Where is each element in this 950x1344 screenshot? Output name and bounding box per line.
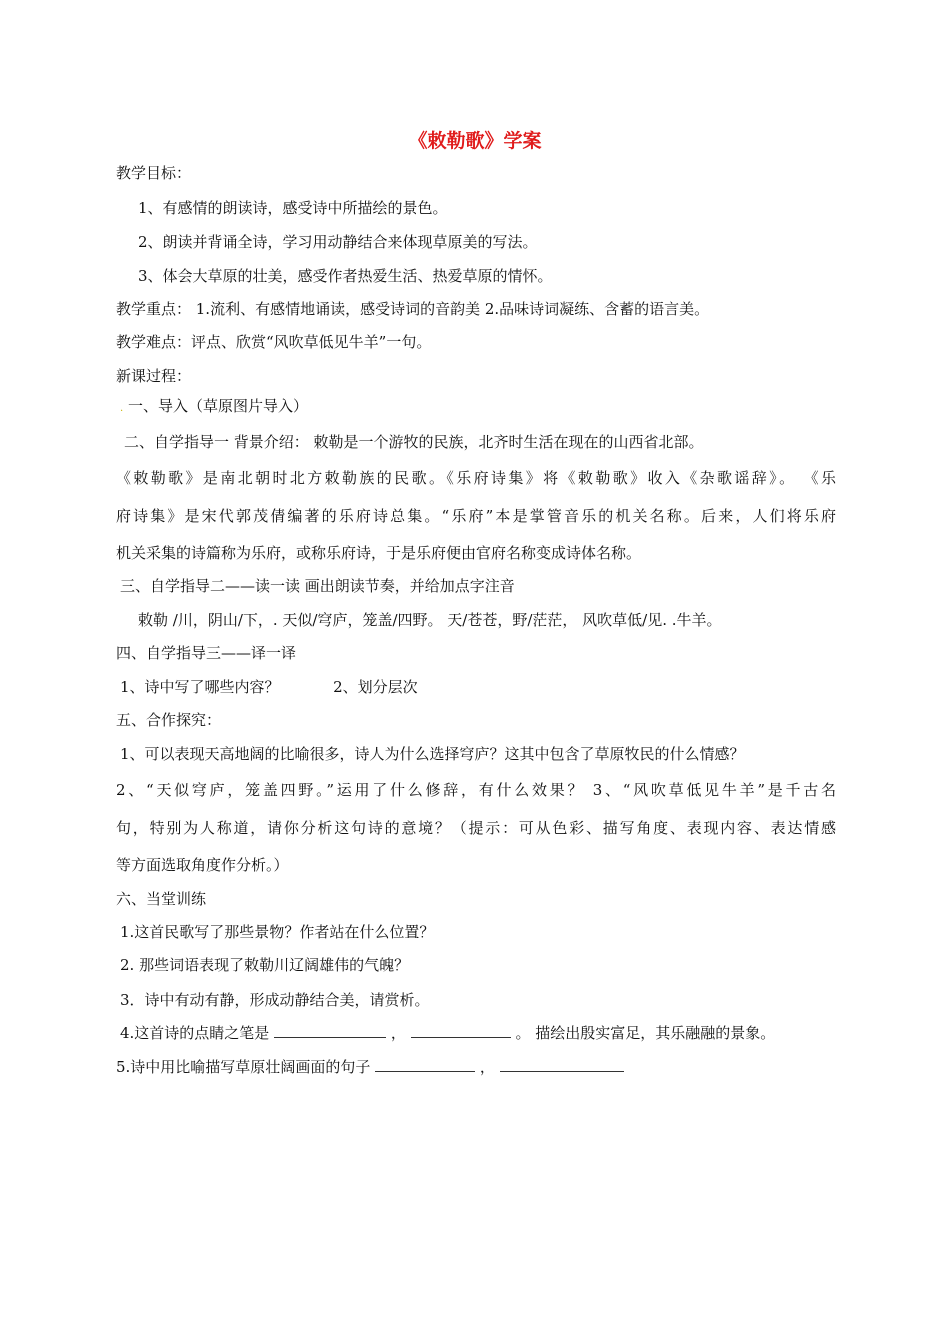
emphasis-dot: .	[120, 403, 124, 414]
section5-heading: 五、合作探究：	[116, 711, 222, 729]
section4-heading: 四、自学指导三——译一译	[116, 644, 297, 662]
section6-q1: 1.这首民歌写了那些景物？作者站在什么位置？	[120, 923, 435, 941]
section2-line2: 《敕勒歌》是南北朝时北方敕勒族的民歌。《乐府诗集》将《敕勒歌》收入《杂歌谣辞》。 《乐	[116, 469, 836, 487]
document-title: 《敕勒歌》学案	[408, 130, 542, 152]
q4-blank-1[interactable]	[274, 1023, 386, 1038]
section5-line4: 等方面选取角度作分析。）	[116, 856, 289, 874]
q5-blank-1[interactable]	[375, 1057, 475, 1072]
goal-item-3: 3、体会大草原的壮美，感受作者热爱生活、热爱草原的情怀。	[138, 267, 553, 285]
section5-line1: 1、可以表现天高地阔的比喻很多，诗人为什么选择穹庐？这其中包含了草原牧民的什么情感？	[120, 745, 745, 763]
goal-item-2: 2、朗读并背诵全诗，学习用动静结合来体现草原美的写法。	[138, 233, 538, 251]
q4-prefix: 4.这首诗的点睛之笔是	[120, 1024, 270, 1042]
section3-heading: 三、自学指导二——读一读 画出朗读节奏，并给加点字注音	[120, 577, 515, 595]
section2-line1: 二、自学指导一 背景介绍： 敕勒是一个游牧的民族，北齐时生活在现在的山西省北部。	[124, 433, 704, 451]
difficulty: 教学难点：评点、欣赏“风吹草低见牛羊”一句。	[116, 333, 432, 351]
section6-q2: 2. 那些词语表现了敕勒川辽阔雄伟的气魄？	[120, 956, 410, 974]
goals-heading: 教学目标：	[116, 164, 192, 182]
q4-separator: ，	[390, 1024, 406, 1042]
section3-poem: 敕勒 /川，阴山/下，. 天似/穹庐，笼盖/四野。 天/苍苍，野/茫茫， 风吹草低/见. .牛羊。	[138, 611, 722, 629]
section2-line4: 机关采集的诗篇称为乐府，或称乐府诗，于是乐府便由官府名称变成诗体名称。	[116, 544, 642, 562]
section6-heading: 六、当堂训练	[116, 890, 207, 908]
section1-text: 一、导入（草原图片导入）	[127, 397, 308, 415]
process-heading: 新课过程：	[116, 367, 192, 385]
section6-q5	[116, 1057, 624, 1077]
section4-q1: 1、诗中写了哪些内容？	[120, 678, 280, 696]
q4-blank-2[interactable]	[411, 1023, 511, 1038]
q5-blank-2[interactable]	[500, 1057, 624, 1072]
section5-line2: 2、“天似穹庐，笼盖四野。”运用了什么修辞，有什么效果？ 3、“风吹草低见牛羊”是千古名	[116, 781, 836, 799]
section4-questions	[120, 677, 418, 697]
section2-line3: 府诗集》是宋代郭茂倩编著的乐府诗总集。“乐府”本是掌管音乐的机关名称。后来，人们将乐府	[116, 507, 836, 525]
q4-suffix: 。 描绘出殷实富足，其乐融融的景象。	[515, 1024, 776, 1042]
section1-intro	[120, 396, 308, 419]
section6-q3: 3．诗中有动有静，形成动静结合美，请赏析。	[120, 991, 430, 1009]
q5-separator: ，	[479, 1058, 495, 1076]
key-point: 教学重点： 1.流利、有感情地诵读，感受诗词的音韵美 2.品味诗词凝练、含蓄的语言美。	[116, 300, 710, 318]
section5-line3: 句，特别为人称道，请你分析这句诗的意境？（提示：可从色彩、描写角度、表现内容、表达情感	[116, 819, 836, 837]
section4-q2: 2、划分层次	[333, 678, 418, 696]
goal-item-1: 1、有感情的朗读诗，感受诗中所描绘的景色。	[138, 199, 448, 217]
section6-q4	[120, 1023, 775, 1043]
q5-prefix: 5.诗中用比喻描写草原壮阔画面的句子	[116, 1058, 376, 1076]
